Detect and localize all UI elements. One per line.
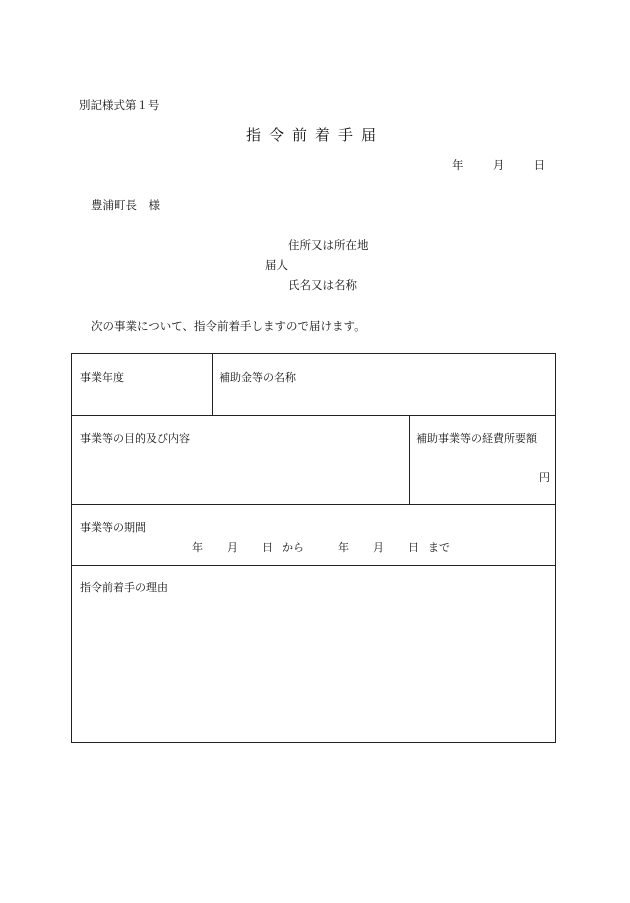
- period-to-month: 月: [373, 541, 384, 554]
- date-year-label: 年: [452, 158, 464, 172]
- row-divider: [72, 504, 555, 505]
- period-to-year: 年: [338, 541, 349, 554]
- notifier-label: 届人: [265, 258, 288, 272]
- purpose-label: 事業等の目的及び内容: [80, 432, 190, 445]
- address-label: 住所又は所在地: [288, 238, 369, 252]
- expense-label: 補助事業等の経費所要額: [416, 432, 537, 445]
- period-from-year: 年: [192, 541, 203, 554]
- period-from-day: 日: [262, 541, 273, 554]
- period-to-day: 日: [408, 541, 419, 554]
- fiscal-year-label: 事業年度: [80, 371, 124, 384]
- intro-text: 次の事業について、指令前着手しますので届けます。: [91, 319, 366, 333]
- page-title: 指令前着手届: [245, 126, 384, 144]
- name-label: 氏名又は名称: [288, 278, 357, 292]
- reason-label: 指令前着手の理由: [80, 581, 168, 594]
- period-from-month: 月: [227, 541, 238, 554]
- date-month-label: 月: [492, 158, 505, 172]
- addressee: 豊浦町長 様: [91, 198, 160, 212]
- application-table: [71, 353, 556, 743]
- yen-unit: 円: [539, 471, 550, 484]
- date-day-label: 日: [533, 158, 546, 172]
- period-label: 事業等の期間: [80, 521, 146, 534]
- period-range: [192, 539, 450, 555]
- period-to-suffix: まで: [428, 541, 450, 554]
- submission-date: [452, 157, 545, 173]
- form-number: 別記様式第１号: [79, 98, 160, 112]
- row-divider: [72, 565, 555, 566]
- column-divider: [409, 415, 410, 504]
- period-from-suffix: から: [282, 541, 304, 554]
- row-divider: [72, 415, 555, 416]
- subsidy-name-label: 補助金等の名称: [219, 371, 296, 384]
- column-divider: [212, 354, 213, 415]
